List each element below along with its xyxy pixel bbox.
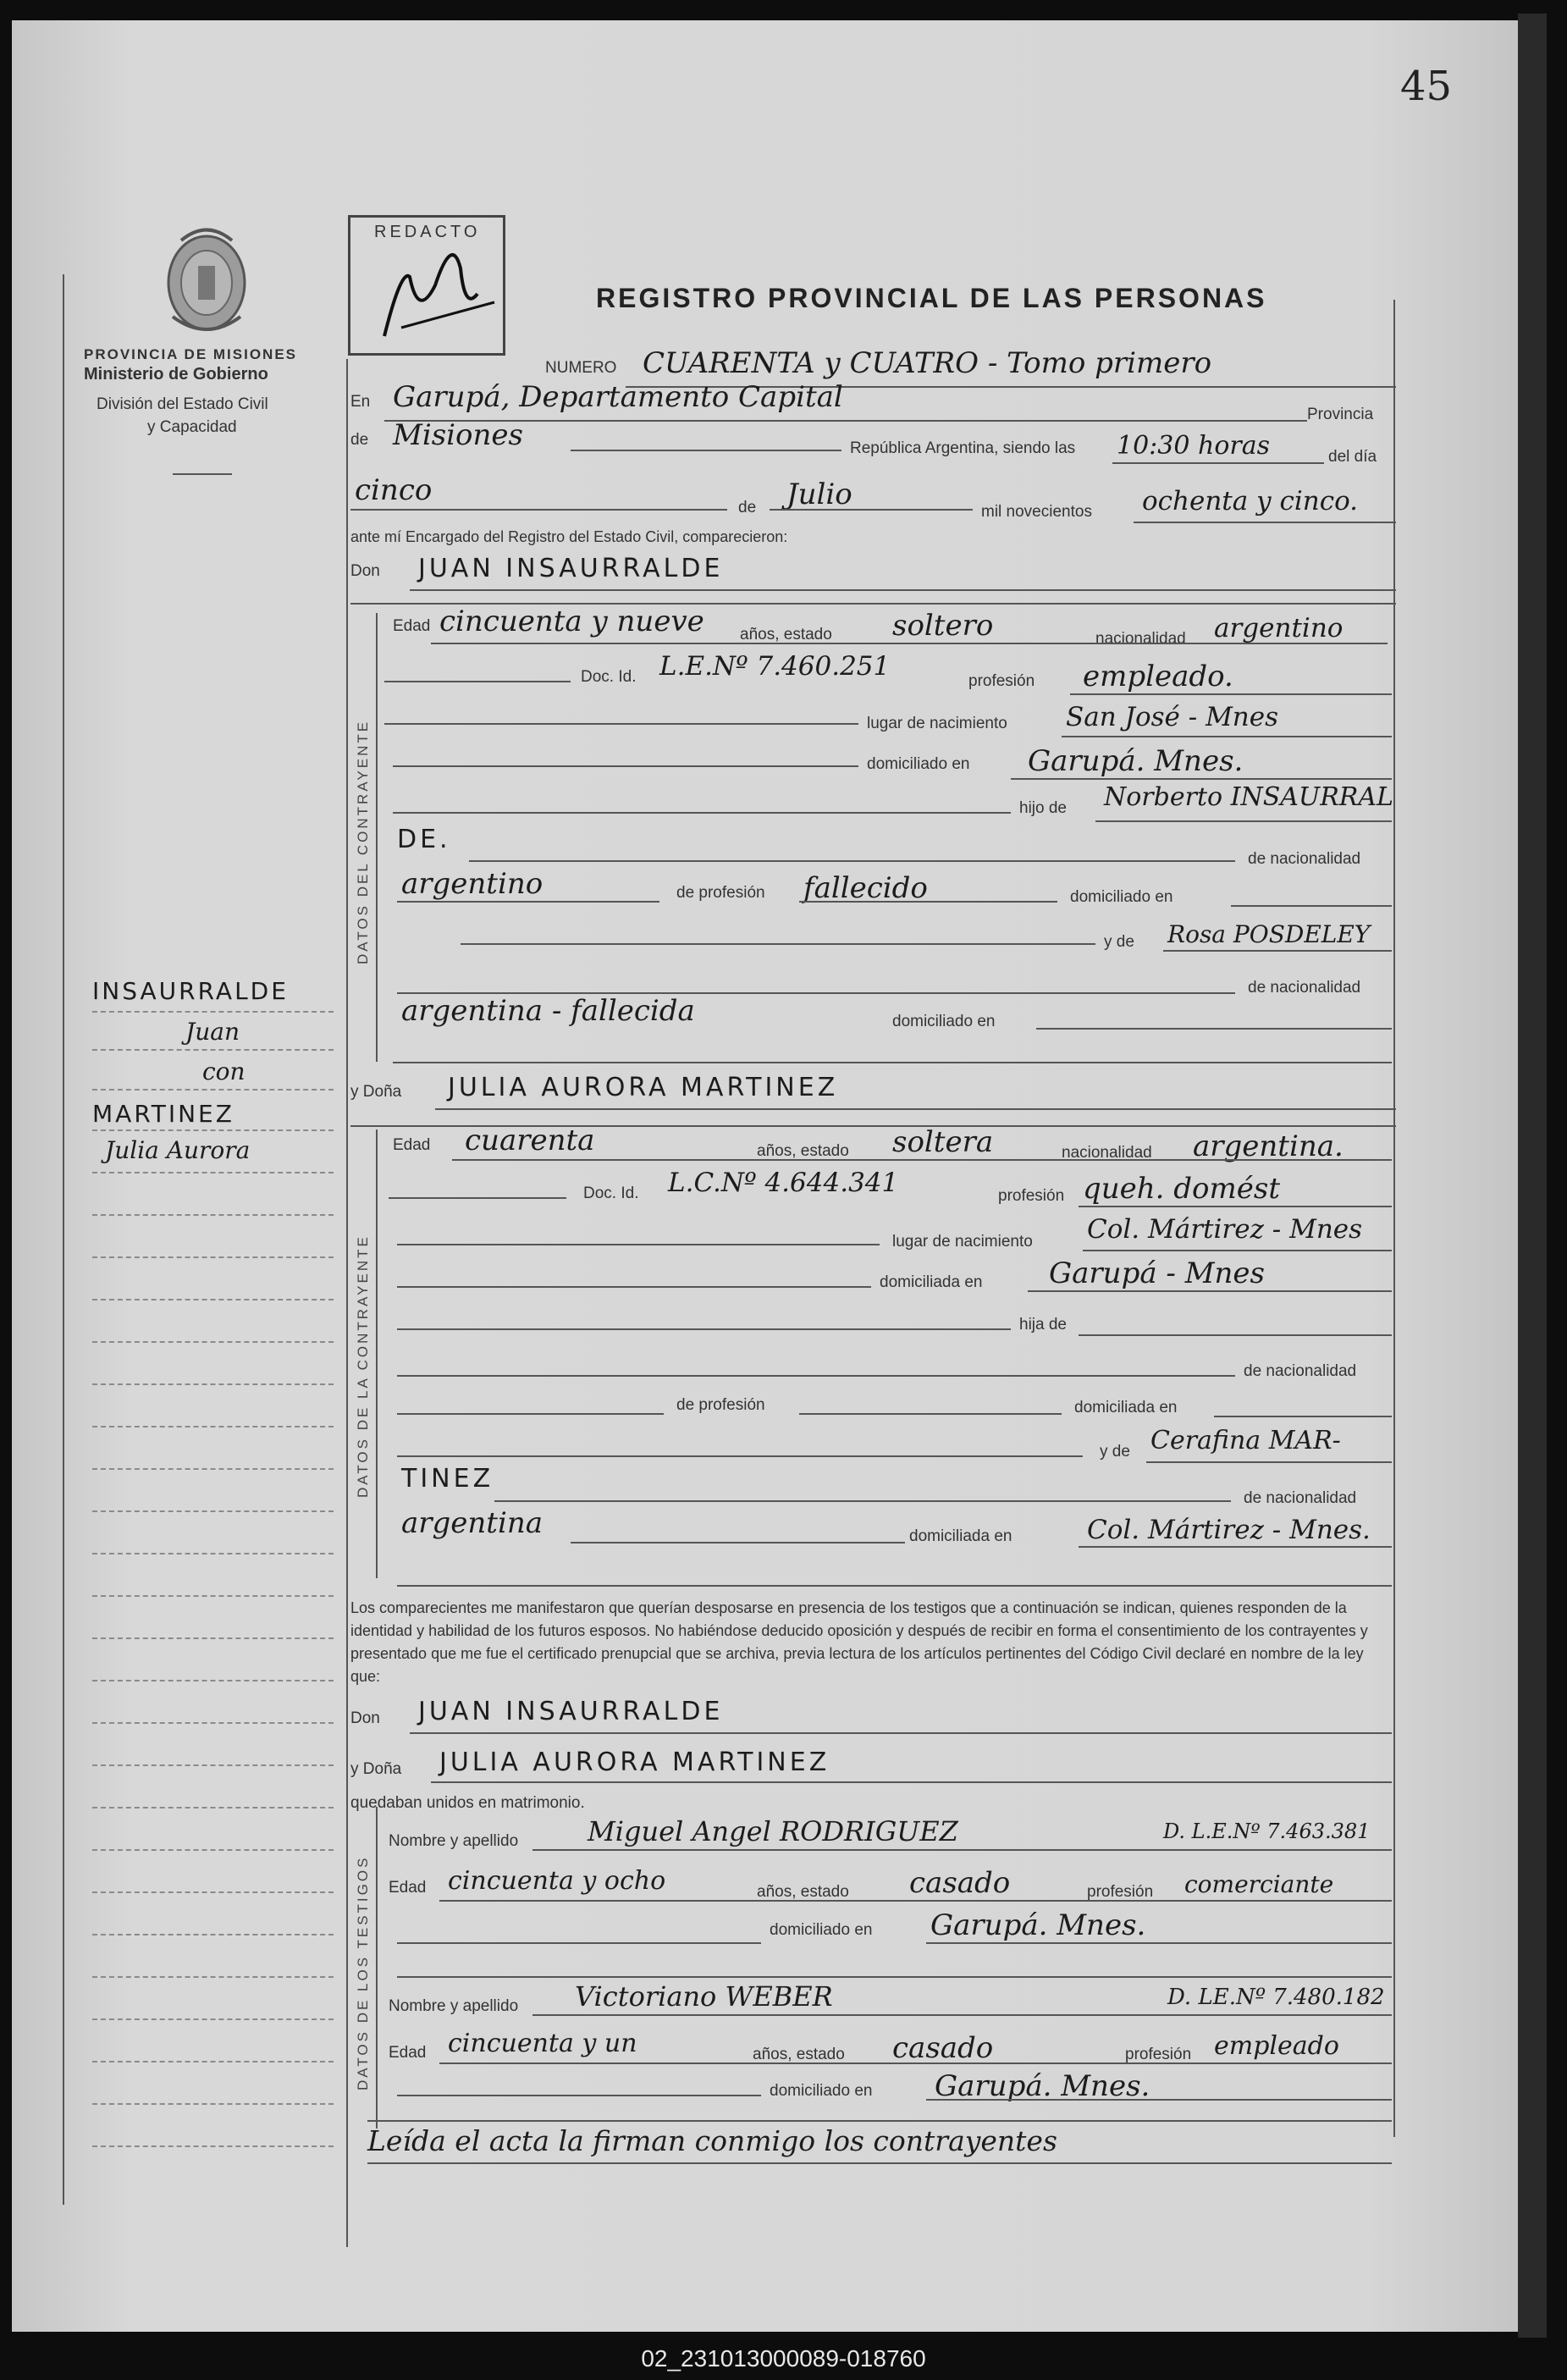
declaration-text: Los comparecientes me manifestaron que querían desposarse en presencia de los testigos que a continuación se indican, quienes responden de la identidad y habilidad de los futuros esposos. No habiéndose deducido oposición y después de recibir en forma el consentimiento de los contrayentes y presentado que me fue el certificado prenupcial que se archiva, previa lectura de los artículos pertinentes del Código Civil declaré en nombre de la ley que:	[350, 1599, 1368, 1685]
union-closing: quedaban unidos en matrimonio.	[350, 1794, 585, 1812]
bride-mother-domicile: Col. Mártirez - Mnes.	[1087, 1515, 1371, 1545]
declared-bride: JULIA AURORA MARTINEZ	[439, 1748, 830, 1777]
bride-nationality: argentina.	[1193, 1129, 1344, 1163]
place-value: Garupá, Departamento Capital	[393, 380, 843, 414]
groom-age: cincuenta y nueve	[439, 605, 704, 638]
groom-name: JUAN INSAURRALDE	[418, 554, 724, 583]
bride-section-label: DATOS DE LA CONTRAYENTE	[355, 1234, 371, 1498]
margin-surname-bride: MARTINEZ	[92, 1100, 234, 1128]
act-number: CUARENTA y CUATRO - Tomo primero	[643, 346, 1212, 380]
margin-surname-groom: INSAURRALDE	[92, 977, 289, 1005]
witness2-profession: empleado	[1214, 2031, 1339, 2061]
province-value: Misiones	[393, 418, 523, 452]
groom-doc: L.E.Nº 7.460.251	[659, 651, 891, 682]
bride-name: JULIA AURORA MARTINEZ	[448, 1073, 839, 1102]
witness1-profession: comerciante	[1184, 1870, 1334, 1898]
groom-status: soltero	[892, 609, 994, 643]
groom-father-profession: fallecido	[803, 871, 928, 905]
groom-father-nationality: argentino	[401, 867, 543, 901]
witness1-doc: D. L.E.Nº 7.463.381	[1163, 1820, 1371, 1843]
bride-mother: Cerafina MAR-	[1150, 1426, 1341, 1455]
margin-connector: con	[202, 1057, 246, 1085]
province-label: PROVINCIA DE MISIONES	[84, 346, 298, 362]
year-value: ochenta y cinco.	[1142, 486, 1359, 516]
witness1-status: casado	[909, 1866, 1011, 1900]
declared-groom: JUAN INSAURRALDE	[418, 1697, 724, 1726]
margin-given-groom: Juan	[185, 1018, 240, 1046]
day-value: cinco	[355, 473, 433, 507]
ministry-label: Ministerio de Gobierno	[84, 365, 268, 384]
groom-nationality: argentino	[1214, 613, 1344, 643]
bride-domicile: Garupá - Mnes	[1049, 1256, 1265, 1290]
groom-mother-nationality: argentina - fallecida	[401, 994, 695, 1028]
witnesses-section-label: DATOS DE LOS TESTIGOS	[355, 1855, 371, 2090]
division-label-1: División del Estado Civil	[97, 395, 268, 413]
month-value: Julio	[786, 478, 852, 511]
coat-of-arms-seal	[156, 215, 257, 342]
witness2-domicile: Garupá. Mnes.	[935, 2069, 1150, 2103]
witness2-doc: D. LE.Nº 7.480.182	[1167, 1985, 1385, 2010]
witness2-name: Victoriano WEBER	[575, 1980, 833, 2013]
groom-birthplace: San José - Mnes	[1066, 702, 1279, 732]
bride-profession: queh. domést	[1083, 1172, 1281, 1206]
witness1-domicile: Garupá. Mnes.	[930, 1908, 1146, 1942]
margin-given-bride: Julia Aurora	[105, 1136, 251, 1164]
register-page: 45 PROVINCIA DE MISIONES Ministerio de Gobierno División del Estado Civil y Capacidad REDACTO REGISTRO PROVINCIAL DE LAS PERSONAS NUMERO CUARENTA y CUATRO - Tomo primero En Garupá, Departamento Capital Provincia de Misiones República Argentina, siendo las 10:30 horas del día cinco de Julio mil novecientos ochenta y cinco. ante mí Encargado del Registro del Estado Civil, comparecieron: Don JUAN INSAURRALDE DATOS DEL CONTRAYENTE Edad cincuenta y nueve años, estado soltero nacionalidad argentino Doc. Id. L.E.Nº 7.460.251 profesión empleado. lugar de nacimiento San José - Mnes domiciliado en Garupá. Mnes. hijo de Norberto INSAURRAL DE. de nacionalidad argentino de profesión fallecido domiciliado en y de Rosa POSDELEY de nacionalidad argentina - fallecida domiciliado en y Doña JULIA AURORA MARTINEZ DATOS DE LA CONTRAYENTE Edad cuarenta años, estado soltera nacionalidad argentina. Doc. Id. L.C.Nº 4.644.341 profesión queh. domést lugar de nacimiento Col. Mártirez - Mnes domiciliada en Garupá - Mnes hija de de nacionalidad de profesión domiciliada en y de Cerafina MAR- TINEZ de nacionalidad argentina domiciliada en Col. Mártirez - Mnes. Los comparecientes me manifestaron que querían desposarse en presencia de los testigos que a continuación se indican, quienes responden de la identidad y habilidad de los futuros esposos. No habiéndose deducido oposición y después de recibir en forma el consentimiento de los contrayentes y presentado que me fue el certificado prenupcial que se archiva, previa lectura de los artículos pertinentes del Código Civil declaré en nombre de la ley que: Don JUAN INSAURRALDE y Doña JULIA AURORA MARTINEZ quedaban unidos en matrimonio. DATOS DE LOS TESTIGOS Nombre y apellido Miguel Angel RODRIGUEZ D. L.E.Nº 7.463.381 Edad cincuenta y ocho años, estado casado profesión comerciante domiciliado en Garupá. Mnes. Nombre y apellido Victoriano WEBER D. LE.Nº 7.480.182 Edad cincuenta y un años, estado casado profesión empleado domiciliado en Garupá. Mnes. Leída el acta la firman conmigo los contrayentes INSAURRALDE Juan con MARTINEZ Julia Aurora	[12, 20, 1519, 2332]
bride-status: soltera	[892, 1125, 994, 1159]
witness2-status: casado	[892, 2031, 994, 2065]
bride-doc: L.C.Nº 4.644.341	[668, 1168, 899, 1198]
witness1-name: Miguel Angel RODRIGUEZ	[588, 1815, 958, 1847]
witness2-age: cincuenta y un	[448, 2029, 637, 2058]
closing-statement: Leída el acta la firman conmigo los contrayentes	[367, 2124, 1057, 2157]
groom-section-label: DATOS DEL CONTRAYENTE	[355, 719, 371, 964]
scan-id: 02_231013000089-018760	[641, 2345, 926, 2372]
book-binding	[1518, 14, 1547, 2338]
bride-age: cuarenta	[465, 1124, 595, 1157]
bride-mother-nationality: argentina	[401, 1506, 543, 1540]
division-label-2: y Capacidad	[147, 418, 237, 436]
groom-profession: empleado.	[1083, 660, 1233, 693]
groom-domicile: Garupá. Mnes.	[1028, 744, 1244, 778]
document-title: REGISTRO PROVINCIAL DE LAS PERSONAS	[596, 283, 1267, 313]
redacto-stamp: REDACTO	[348, 215, 505, 356]
witness1-age: cincuenta y ocho	[448, 1866, 666, 1896]
bride-birthplace: Col. Mártirez - Mnes	[1087, 1214, 1363, 1245]
groom-mother: Rosa POSDELEY	[1167, 920, 1371, 948]
page-number: 45	[1400, 63, 1453, 110]
time-value: 10:30 horas	[1117, 431, 1270, 461]
groom-father: Norberto INSAURRAL	[1104, 782, 1393, 812]
